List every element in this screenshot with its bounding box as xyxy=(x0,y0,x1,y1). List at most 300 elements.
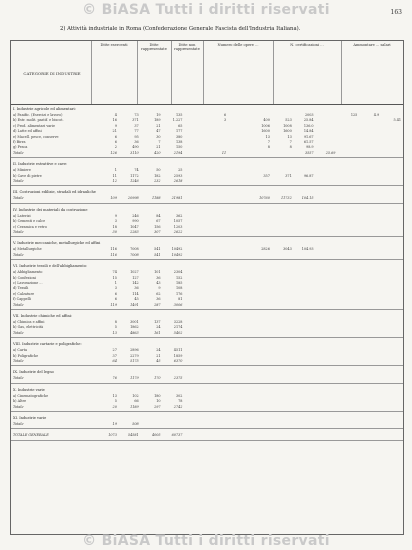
cell-value xyxy=(314,325,336,329)
row-label: Totale xyxy=(13,330,24,335)
cell-value: 6370 xyxy=(173,359,183,363)
cell-value: 3 xyxy=(114,219,117,224)
cell-value: 81 xyxy=(178,297,183,302)
cell-value xyxy=(182,253,204,257)
cell-value: 43 xyxy=(156,281,161,285)
cell-value: 95 xyxy=(134,134,139,139)
cell-value: 104.15 xyxy=(301,196,314,201)
cell-value xyxy=(314,281,336,285)
cell-value: 2896 xyxy=(130,348,139,353)
cell-value xyxy=(379,230,401,234)
table-row xyxy=(13,320,401,325)
cell-value xyxy=(357,394,379,398)
cell-value: 54581 xyxy=(127,433,139,438)
cell-value xyxy=(379,168,401,172)
cell-value xyxy=(248,303,270,307)
cell-value: 5 xyxy=(114,399,117,404)
cell-value xyxy=(314,348,336,352)
section-divider xyxy=(11,365,403,366)
cell-value xyxy=(182,433,204,437)
cell-value: 9 xyxy=(158,286,161,291)
cell-value xyxy=(270,376,292,380)
cell-value xyxy=(248,359,270,363)
cell-value: 142 xyxy=(132,281,139,285)
cell-value: 1491 xyxy=(130,302,139,307)
cell-value xyxy=(335,270,357,274)
cell-value: 14.84 xyxy=(303,129,314,134)
row-label: a) Metallurgiche xyxy=(13,247,42,252)
cell-value: 1047 xyxy=(130,224,139,229)
cell-value xyxy=(379,145,401,149)
table-row xyxy=(13,113,401,118)
cell-value xyxy=(379,394,401,398)
cell-value xyxy=(248,230,270,234)
row-label: e) Calzature xyxy=(13,291,35,296)
cell-value xyxy=(226,433,248,437)
cell-value: 76 xyxy=(112,376,117,381)
cell-value xyxy=(379,292,401,296)
cell-value xyxy=(379,135,401,139)
table-row xyxy=(13,270,401,275)
cell-value xyxy=(270,399,292,403)
cell-value xyxy=(204,145,226,149)
cell-value xyxy=(357,399,379,403)
cell-value: 6 xyxy=(223,113,227,117)
cell-value: 109 xyxy=(110,196,117,201)
cell-value: 67 xyxy=(156,219,161,224)
cell-value xyxy=(292,253,314,257)
cell-value xyxy=(182,320,204,324)
cell-value: 177 xyxy=(175,129,183,134)
cell-value xyxy=(270,230,292,234)
cell-value: 66 xyxy=(134,399,139,404)
cell-value: 102 xyxy=(132,393,139,398)
cell-value xyxy=(248,394,270,398)
total-row xyxy=(13,331,401,336)
cell-value xyxy=(292,433,314,437)
cell-value: 1203 xyxy=(173,224,183,229)
cell-value xyxy=(314,276,336,280)
cell-value: 161 xyxy=(154,330,161,335)
cell-value: 15 xyxy=(112,275,117,280)
cell-value xyxy=(204,124,226,128)
cell-value: 302 xyxy=(175,393,183,398)
table-row xyxy=(13,399,401,404)
cell-value: 1057 xyxy=(173,219,183,224)
cell-value: 36 xyxy=(134,286,139,291)
cell-value xyxy=(357,405,379,409)
cell-value: 138 xyxy=(175,140,183,144)
cell-value: 11732 xyxy=(280,196,292,201)
cell-value: 21 xyxy=(156,123,161,128)
cell-value: 5.41 xyxy=(393,118,402,123)
cell-value xyxy=(226,376,248,380)
cell-value: 6 xyxy=(114,291,117,296)
cell-value xyxy=(357,331,379,335)
cell-value: 24 xyxy=(156,348,161,353)
cell-value xyxy=(226,174,248,178)
cell-value xyxy=(314,219,336,223)
table-row xyxy=(13,354,401,359)
cell-value xyxy=(357,230,379,234)
cell-value xyxy=(314,179,336,183)
cell-value: 6 xyxy=(114,297,117,302)
cell-value: 1073 xyxy=(108,433,117,438)
cell-value xyxy=(335,230,357,234)
cell-value xyxy=(357,286,379,290)
cell-value: 108 xyxy=(175,286,183,291)
cell-value xyxy=(270,433,292,437)
cell-value xyxy=(314,270,336,274)
cell-value: 101 xyxy=(154,270,161,275)
cell-value: 1859 xyxy=(173,353,183,358)
cell-value xyxy=(182,214,204,218)
total-row xyxy=(13,230,401,235)
cell-value xyxy=(182,225,204,229)
cell-value: 10760 xyxy=(259,196,270,201)
row-label: f) Birra xyxy=(13,140,26,144)
cell-value xyxy=(379,179,401,183)
cell-value xyxy=(226,292,248,296)
cell-value: 78 xyxy=(178,399,183,404)
cell-value: 6 xyxy=(114,134,117,139)
cell-value xyxy=(182,113,204,117)
cell-value: 64 xyxy=(112,359,117,363)
cell-value xyxy=(335,286,357,290)
cell-value: 7 xyxy=(289,140,292,144)
cell-value xyxy=(379,140,401,144)
row-label: f) Cappelli xyxy=(13,297,31,302)
cell-value xyxy=(226,399,248,403)
cell-value xyxy=(379,270,401,274)
cell-value: 1172 xyxy=(130,173,139,178)
cell-value xyxy=(270,179,292,183)
cell-value xyxy=(226,219,248,223)
cell-value xyxy=(182,394,204,398)
section-title: IX. Industrie del legno xyxy=(13,370,54,375)
cell-value xyxy=(226,286,248,290)
col-header-opere: Numero delle opere ... xyxy=(217,43,259,47)
cell-value xyxy=(226,179,248,183)
table-row xyxy=(13,145,401,150)
cell-value: 137 xyxy=(154,320,161,324)
cell-value: 7 xyxy=(267,140,270,144)
cell-value xyxy=(270,331,292,335)
cell-value: 60737 xyxy=(171,433,183,438)
cell-value xyxy=(226,113,248,117)
cell-value xyxy=(204,253,226,257)
section-title: III. Costruzioni edilizie, stradali ed idrauliche xyxy=(13,190,96,195)
cell-value: 9 xyxy=(114,213,117,218)
cell-value xyxy=(314,129,336,133)
cell-value: 116 xyxy=(110,247,117,252)
cell-value xyxy=(248,348,270,352)
row-label: Totale xyxy=(13,179,24,183)
row-label: d) Latte ed affini xyxy=(13,129,42,134)
cell-value xyxy=(270,151,292,155)
cell-value xyxy=(335,281,357,285)
cell-value xyxy=(270,113,292,117)
cell-value xyxy=(182,118,204,122)
total-row xyxy=(13,303,401,308)
cell-value: 2279 xyxy=(130,353,139,358)
cell-value: 135 xyxy=(175,113,183,117)
cell-value: 104.93 xyxy=(301,247,314,252)
cell-value xyxy=(204,129,226,133)
cell-value: 61.57 xyxy=(303,140,314,144)
row-label: Totale xyxy=(13,302,24,307)
cell-value xyxy=(248,219,270,223)
cell-value xyxy=(204,320,226,324)
cell-value: 20998 xyxy=(127,196,139,201)
col-header-certificazioni: N. certificazioni ... xyxy=(290,43,324,47)
cell-value: 156 xyxy=(154,224,161,229)
cell-value xyxy=(292,297,314,301)
cell-value xyxy=(314,247,336,251)
cell-value xyxy=(182,174,204,178)
row-label: Totale xyxy=(13,404,24,409)
cell-value xyxy=(226,140,248,144)
cell-value: 25.84 xyxy=(303,118,314,123)
cell-value xyxy=(226,196,248,200)
cell-value xyxy=(292,214,314,218)
cell-value xyxy=(226,247,248,251)
cell-value xyxy=(204,348,226,352)
cell-value xyxy=(357,214,379,218)
cell-value xyxy=(335,348,357,352)
cell-value xyxy=(292,179,314,183)
cell-value xyxy=(314,225,336,229)
row-label: a) Laterizi xyxy=(13,213,31,218)
cell-value xyxy=(204,281,226,285)
cell-value xyxy=(379,129,401,133)
cell-value: 27 xyxy=(112,348,117,353)
cell-value xyxy=(204,292,226,296)
cell-value xyxy=(226,145,248,149)
cell-value xyxy=(357,219,379,223)
cell-value xyxy=(182,376,204,380)
cell-value: 541 xyxy=(154,252,161,257)
cell-value xyxy=(226,331,248,335)
cell-value xyxy=(292,422,314,426)
cell-value xyxy=(292,354,314,358)
cell-value: 371 xyxy=(285,173,292,178)
cell-value: 127 xyxy=(132,275,139,280)
cell-value xyxy=(248,179,270,183)
cell-value xyxy=(204,297,226,301)
table-row xyxy=(13,325,401,330)
cell-value xyxy=(379,359,401,363)
watermark-bottom: © BiASA Tutti i diritti riservati xyxy=(82,533,330,549)
section-title: X. Industrie varie xyxy=(13,387,45,392)
cell-value xyxy=(335,276,357,280)
cell-value xyxy=(292,376,314,380)
cell-value xyxy=(335,394,357,398)
cell-value: 170 xyxy=(154,376,161,381)
cell-value xyxy=(226,354,248,358)
cell-value: 5175 xyxy=(130,359,139,363)
cell-value: 7008 xyxy=(130,247,139,252)
cell-value: 21 xyxy=(156,145,161,150)
cell-value xyxy=(335,179,357,183)
cell-value: 1189 xyxy=(130,404,139,409)
cell-value: 2174 xyxy=(173,325,183,330)
cell-value: 380 xyxy=(175,134,183,139)
cell-value: 1179 xyxy=(130,376,139,381)
row-label: c) Ceramica e vetro xyxy=(13,224,47,229)
row-label: Totale xyxy=(13,150,24,155)
cell-value: 2593 xyxy=(173,173,183,178)
cell-value: 3 xyxy=(114,286,117,291)
section-divider xyxy=(11,411,403,412)
cell-value xyxy=(314,118,336,122)
cell-value xyxy=(226,151,248,155)
total-row xyxy=(13,179,401,184)
cell-value xyxy=(204,179,226,183)
cell-value xyxy=(139,422,161,426)
table-header xyxy=(11,41,403,105)
cell-value: 74 xyxy=(134,168,139,173)
cell-value xyxy=(204,405,226,409)
cell-value xyxy=(357,225,379,229)
cell-value xyxy=(226,129,248,133)
cell-value xyxy=(270,297,292,301)
cell-value: 232 xyxy=(154,179,161,183)
total-row xyxy=(13,433,401,438)
cell-value xyxy=(314,286,336,290)
cell-value: 490 xyxy=(132,145,139,150)
cell-value: 116 xyxy=(110,252,117,257)
cell-value xyxy=(226,422,248,426)
col-header-ditte-esercenti: Ditte esercenti xyxy=(100,43,128,47)
cell-value xyxy=(357,359,379,363)
cell-value xyxy=(248,297,270,301)
cell-value: 420 xyxy=(154,150,161,155)
cell-value: 1 xyxy=(114,281,117,285)
cell-value: 7 xyxy=(158,140,161,144)
cell-value xyxy=(182,151,204,155)
cell-value xyxy=(248,286,270,290)
cell-value xyxy=(270,286,292,290)
cell-value: 24 xyxy=(156,325,161,330)
cell-value xyxy=(270,422,292,426)
cell-value xyxy=(379,399,401,403)
cell-value: 1 xyxy=(114,168,117,173)
cell-value xyxy=(182,270,204,274)
cell-value: 62 xyxy=(156,291,161,296)
row-label: b) Estr. molit. pastif. e biscot. xyxy=(13,118,64,123)
cell-value: 189 xyxy=(154,118,161,123)
table-row xyxy=(13,174,401,179)
cell-value: 36 xyxy=(156,275,161,280)
table-row xyxy=(13,214,401,219)
cell-value xyxy=(314,145,336,149)
cell-value xyxy=(379,219,401,223)
cell-value xyxy=(204,214,226,218)
cell-value xyxy=(292,219,314,223)
cell-value: 37 xyxy=(134,123,139,128)
cell-value xyxy=(226,281,248,285)
table-row xyxy=(13,281,401,286)
cell-value xyxy=(204,354,226,358)
cell-value xyxy=(379,405,401,409)
cell-value xyxy=(335,331,357,335)
cell-value: 50 xyxy=(156,168,161,173)
cell-value: 2 xyxy=(114,145,117,150)
total-row xyxy=(13,405,401,410)
cell-value xyxy=(314,394,336,398)
cell-value xyxy=(270,214,292,218)
cell-value: 25 xyxy=(178,168,183,173)
cell-value xyxy=(292,303,314,307)
cell-value xyxy=(357,376,379,380)
cell-value xyxy=(182,286,204,290)
cell-value xyxy=(248,276,270,280)
cell-value xyxy=(357,247,379,251)
cell-value xyxy=(226,297,248,301)
cell-value: 362 xyxy=(175,213,183,218)
cell-value xyxy=(335,118,357,122)
cell-value: 1862 xyxy=(130,325,139,330)
cell-value xyxy=(335,253,357,257)
cell-value xyxy=(182,297,204,301)
cell-value xyxy=(335,135,357,139)
cell-value: 21981 xyxy=(171,196,183,201)
cell-value xyxy=(182,292,204,296)
cell-value xyxy=(379,320,401,324)
cell-value xyxy=(357,354,379,358)
cell-value: 541 xyxy=(154,247,161,252)
cell-value xyxy=(270,270,292,274)
section-title: II. Industrie estrattive e cave: xyxy=(13,162,68,167)
cell-value xyxy=(379,348,401,352)
cell-value: 4511 xyxy=(173,348,183,353)
cell-value xyxy=(248,168,270,172)
cell-value xyxy=(335,354,357,358)
section-divider xyxy=(11,185,403,186)
cell-value: 1600 xyxy=(261,129,270,134)
cell-value xyxy=(248,281,270,285)
cell-value xyxy=(248,151,270,155)
cell-value xyxy=(226,214,248,218)
cell-value xyxy=(314,422,336,426)
cell-value: 2283 xyxy=(130,230,139,234)
cell-value xyxy=(314,168,336,172)
cell-value: 1006 xyxy=(261,123,270,128)
cell-value xyxy=(314,433,336,437)
cell-value xyxy=(314,376,336,380)
cell-value xyxy=(314,214,336,218)
cell-value: 246 xyxy=(132,213,139,218)
cell-value: 2304 xyxy=(173,270,183,275)
cell-value xyxy=(379,151,401,155)
cell-value xyxy=(204,376,226,380)
cell-value xyxy=(204,422,226,426)
cell-value: 136.0 xyxy=(303,123,314,128)
cell-value: 18 xyxy=(112,224,117,229)
cell-value xyxy=(248,225,270,229)
row-label: a) Miniere xyxy=(13,168,31,173)
cell-value: 2618 xyxy=(173,179,183,183)
cell-value xyxy=(357,135,379,139)
table-row xyxy=(13,124,401,129)
cell-value xyxy=(335,359,357,363)
cell-value xyxy=(314,196,336,200)
cell-value xyxy=(248,331,270,335)
cell-value xyxy=(357,422,379,426)
cell-value: 96.87 xyxy=(303,173,314,178)
cell-value: 1.227 xyxy=(172,118,183,123)
